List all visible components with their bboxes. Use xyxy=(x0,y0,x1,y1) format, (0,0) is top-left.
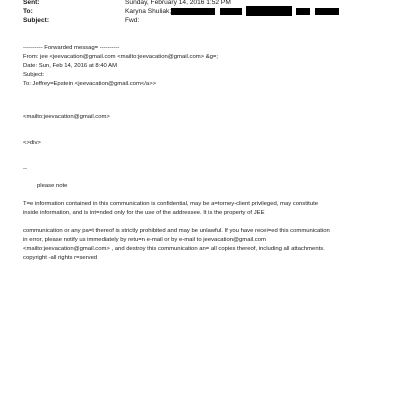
subject-line: Subject: xyxy=(23,72,45,78)
sent-value: Sunday, February 14, 2016 1:52 PM xyxy=(125,0,231,6)
from-line: From: jee <jeevacation@gmail.com <mailto:jeevacation@gmail.com> &g=; xyxy=(23,54,218,60)
redaction-block xyxy=(171,8,215,15)
date-line: Date: Sun, Feb 14, 2016 at 8:40 AM xyxy=(23,63,117,69)
forwarded-marker: ---------- Forwarded messag= ---------- xyxy=(23,45,120,51)
paragraph-1-line-1: T=e information contained in this communication is confidential, may be a=torney-client privileged, may constitute xyxy=(23,201,319,207)
paragraph-2-line-1: communication or any pa=t thereof is strictly prohibited and may be unlawful. If you have recei=ed this communication xyxy=(23,228,330,234)
subject-value: Fwd: xyxy=(125,17,140,24)
paragraph-2-line-4: copyright -all rights r=served xyxy=(23,255,98,261)
sent-label: Sent: xyxy=(23,0,40,6)
to-label: To: xyxy=(23,8,33,15)
dashes-line: -- xyxy=(23,166,27,172)
to-line: To: Jeffrey=Epstein <jeevacation@gmail.com</a>> xyxy=(23,81,157,87)
paragraph-2-line-3: <mailto:jeevacation@gmail.com> , and destroy this communication an= all copies thereof, including all attachments. xyxy=(23,246,325,252)
redaction-block xyxy=(315,8,339,15)
redaction-block xyxy=(296,8,310,15)
mailto-line: <mailto:jeevacation@gmail.com> xyxy=(23,114,110,120)
subject-label: Subject: xyxy=(23,17,50,24)
redaction-block xyxy=(246,6,292,16)
please-note-line: please note xyxy=(37,183,68,189)
paragraph-1-line-2: inside information, and is int=nded only for the use of the addressee. It is the property of JEE xyxy=(23,210,265,216)
div-line: <>div> xyxy=(23,140,41,146)
to-value: Karyna Shuliak; xyxy=(125,8,172,15)
redaction-block xyxy=(220,8,242,15)
paragraph-2-line-2: in error, please notify us immediately by retu=n e-mail or by e-mail to jeevacation@gmail.com xyxy=(23,237,266,243)
